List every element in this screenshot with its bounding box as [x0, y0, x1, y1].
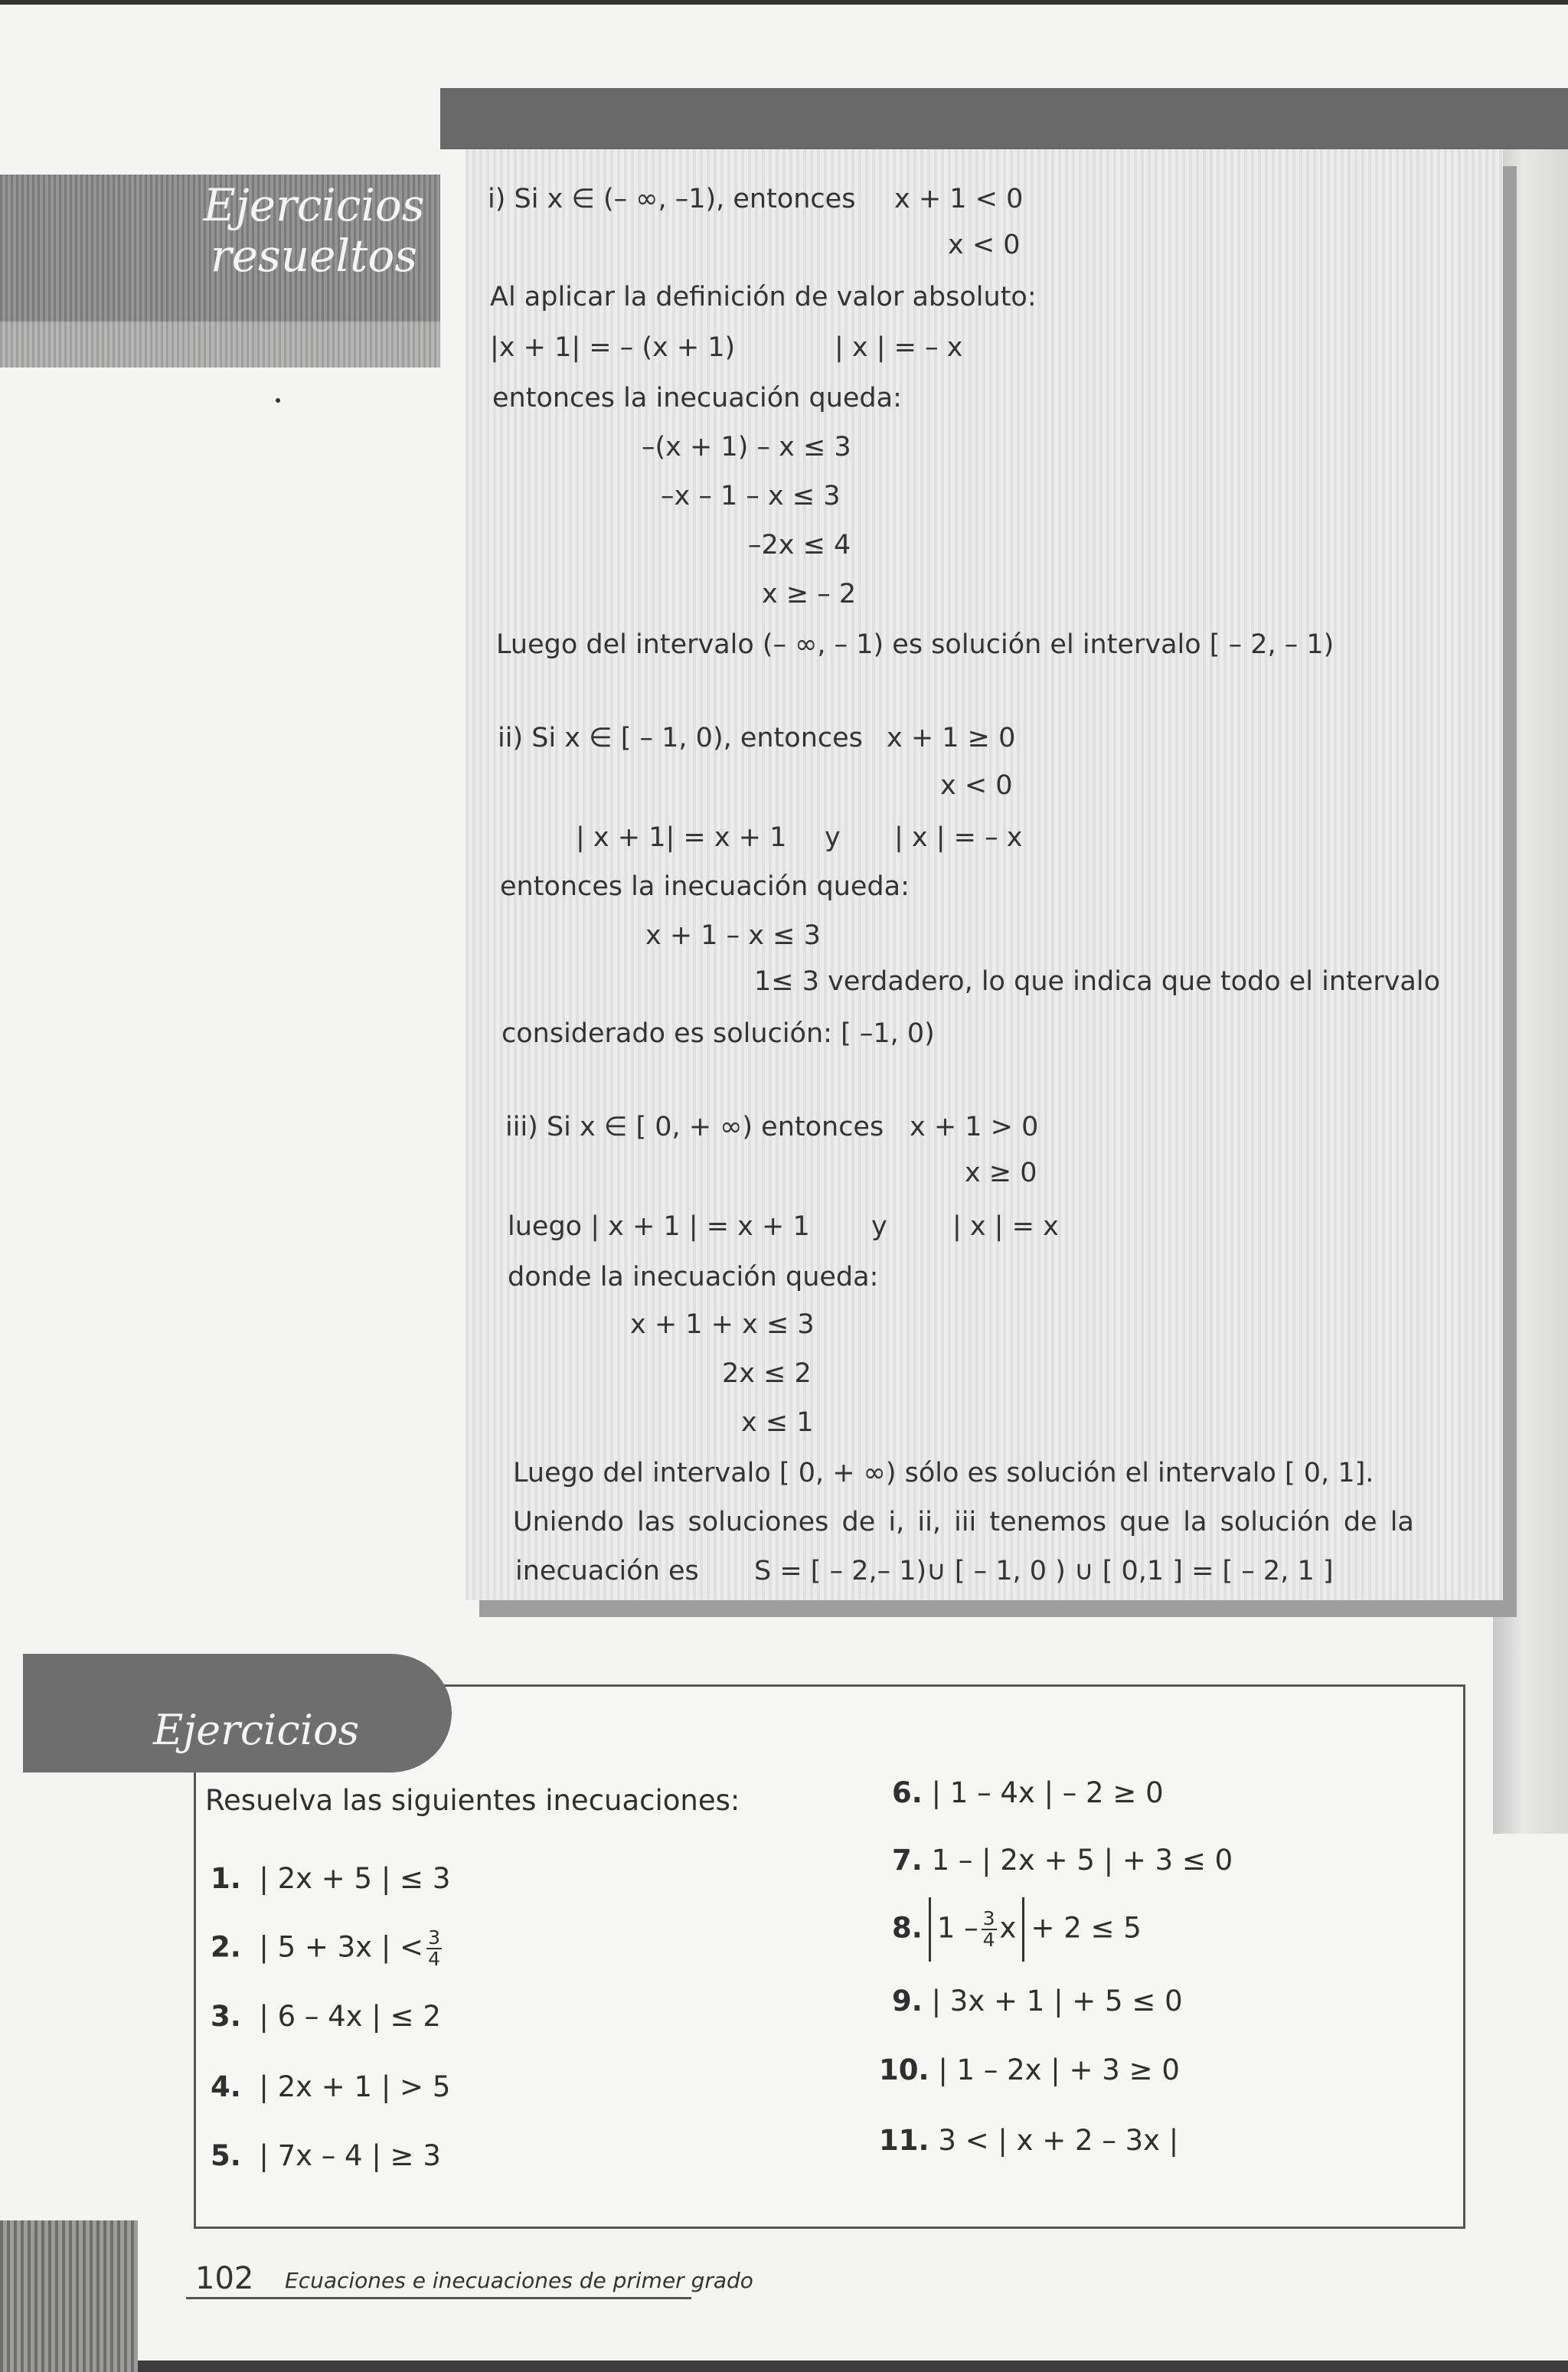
exercise-number: 1. [211, 1862, 241, 1895]
abs-bar-left [929, 1897, 931, 1962]
exercises-intro: Resuelva las siguientes inecuaciones: [205, 1784, 740, 1817]
case-i-abs-def: Al aplicar la definición de valor absoluto: [490, 282, 1037, 312]
case-iii-step2: 2x ≤ 2 [722, 1358, 812, 1389]
abs-bar-right [1022, 1897, 1024, 1962]
fraction [982, 1909, 997, 1950]
fraction-denominator: 4 [982, 1929, 995, 1951]
case-i-ineq: x + 1 < 0 [894, 184, 1024, 214]
solved-exercises-title [191, 180, 436, 281]
exercise-7 [892, 1844, 1233, 1877]
exercise-1 [211, 1862, 450, 1895]
case-i-abs-x: | x | = – x [835, 332, 963, 363]
exercise-number: 6. [892, 1776, 923, 1809]
chapter-title: Ecuaciones e inecuaciones de primer grado [285, 2268, 753, 2293]
page-number: 102 [195, 2261, 254, 2296]
fraction-numerator: 3 [982, 1907, 995, 1929]
exercise-text: | 6 – 4x | ≤ 2 [259, 2000, 441, 2033]
solved-title-line2: resueltos [210, 230, 418, 282]
fraction-denominator: 4 [428, 1948, 440, 1970]
exercise-8 [892, 1897, 1142, 1962]
bottom-edge [138, 2361, 1568, 2372]
exercise-text: 3 < | x + 2 – 3x | [938, 2124, 1179, 2157]
exercise-11 [879, 2124, 1178, 2157]
exercise-4 [211, 2070, 450, 2103]
exercise-text: | 1 – 4x | – 2 ≥ 0 [931, 1776, 1164, 1809]
case-i-intro: entonces la inecuación queda: [492, 383, 902, 413]
exercise-5 [211, 2139, 441, 2172]
case-ii-y: y [825, 822, 841, 853]
case-ii-ineq: x + 1 ≥ 0 [887, 723, 1016, 753]
case-i-step2: –x – 1 – x ≤ 3 [661, 481, 841, 511]
union-statement: Uniendo las soluciones de i, ii, iii tenemos que la solución de la [513, 1507, 1414, 1537]
banner-lower-stripe [0, 322, 440, 368]
header-band [440, 88, 1568, 149]
exercise-text: 1 – | 2x + 5 | + 3 ≤ 0 [931, 1844, 1233, 1877]
case-iii-step3: x ≤ 1 [741, 1407, 814, 1438]
exercise-number: 7. [892, 1844, 923, 1877]
corner-texture [0, 2220, 138, 2372]
case-ii-step1: x + 1 – x ≤ 3 [645, 920, 821, 951]
footer-rule [186, 2297, 691, 2299]
case-i-step3: –2x ≤ 4 [748, 530, 851, 560]
case-ii-conclusion: considerado es solución: [ –1, 0) [501, 1018, 935, 1049]
exercise-10 [879, 2053, 1180, 2086]
exercise-number: 2. [211, 1930, 241, 1964]
case-iii-x-nonneg: x ≥ 0 [965, 1158, 1037, 1188]
exercise-text: | 7x – 4 | ≥ 3 [259, 2139, 441, 2172]
case-ii-abs-x: | x | = – x [894, 822, 1023, 853]
fraction [426, 1928, 442, 1969]
exercise-variable: x [999, 1911, 1017, 1945]
exercise-number: 9. [892, 1985, 923, 2018]
exercise-number: 10. [879, 2053, 929, 2086]
exercise-text: | 2x + 1 | > 5 [259, 2070, 451, 2103]
exercise-number: 3. [211, 2000, 241, 2033]
page-edge-shadow [1493, 149, 1568, 1834]
solved-title-line1: Ejercicios [203, 179, 425, 231]
exercise-text: 1 – [936, 1911, 978, 1945]
exercise-3 [211, 2000, 441, 2033]
exercise-number: 4. [211, 2070, 241, 2103]
case-i-condition: i) Si x ∈ (– ∞, –1), entonces [488, 184, 856, 214]
exercise-number: 8. [892, 1911, 923, 1945]
case-ii-x-neg: x < 0 [940, 770, 1013, 801]
case-iii-abs-x1: luego | x + 1 | = x + 1 [508, 1211, 810, 1242]
exercise-tail: + 2 ≤ 5 [1031, 1911, 1142, 1945]
case-i-abs-x1: |x + 1| = – (x + 1) [490, 332, 736, 363]
case-ii-intro: entonces la inecuación queda: [500, 871, 910, 902]
exercise-2 [211, 1928, 445, 1969]
exercise-text: | 2x + 5 | ≤ 3 [259, 1862, 451, 1895]
exercise-6 [892, 1776, 1164, 1809]
exercise-text: | 1 – 2x | + 3 ≥ 0 [938, 2053, 1180, 2086]
case-ii-abs-x1: | x + 1| = x + 1 [576, 822, 787, 853]
final-solution-label: inecuación es [515, 1556, 699, 1586]
case-iii-intro: donde la inecuación queda: [508, 1262, 879, 1292]
case-iii-step1: x + 1 + x ≤ 3 [630, 1309, 815, 1340]
case-iii-y: y [871, 1211, 887, 1242]
final-solution-set: S = [ – 2,– 1)∪ [ – 1, 0 ) ∪ [ 0,1 ] = [ – 2, 1 ] [754, 1556, 1334, 1586]
case-i-step1: –(x + 1) – x ≤ 3 [642, 432, 851, 462]
exercise-number: 11. [879, 2124, 929, 2157]
case-i-x-neg: x < 0 [948, 230, 1021, 260]
case-iii-conclusion: Luego del intervalo [ 0, + ∞) sólo es solución el intervalo [ 0, 1]. [513, 1458, 1374, 1488]
exercises-title: Ejercicios [153, 1706, 360, 1754]
case-iii-ineq: x + 1 > 0 [910, 1112, 1039, 1142]
case-i-step4: x ≥ – 2 [762, 579, 857, 609]
case-iii-condition: iii) Si x ∈ [ 0, + ∞) entonces [505, 1112, 884, 1142]
case-i-conclusion: Luego del intervalo (– ∞, – 1) es solución el intervalo [ – 2, – 1) [496, 629, 1334, 660]
exercise-number: 5. [211, 2139, 241, 2172]
exercise-text: | 3x + 1 | + 5 ≤ 0 [931, 1985, 1183, 2018]
case-iii-abs-x: | x | = x [952, 1211, 1059, 1242]
exercise-9 [892, 1985, 1183, 2018]
exercise-text: | 5 + 3x | < [259, 1930, 424, 1964]
stray-dot [276, 398, 280, 403]
top-rule [0, 0, 1568, 5]
case-ii-condition: ii) Si x ∈ [ – 1, 0), entonces [498, 723, 863, 753]
fraction-numerator: 3 [428, 1926, 440, 1949]
case-ii-step2: 1≤ 3 verdadero, lo que indica que todo el intervalo [754, 966, 1441, 997]
